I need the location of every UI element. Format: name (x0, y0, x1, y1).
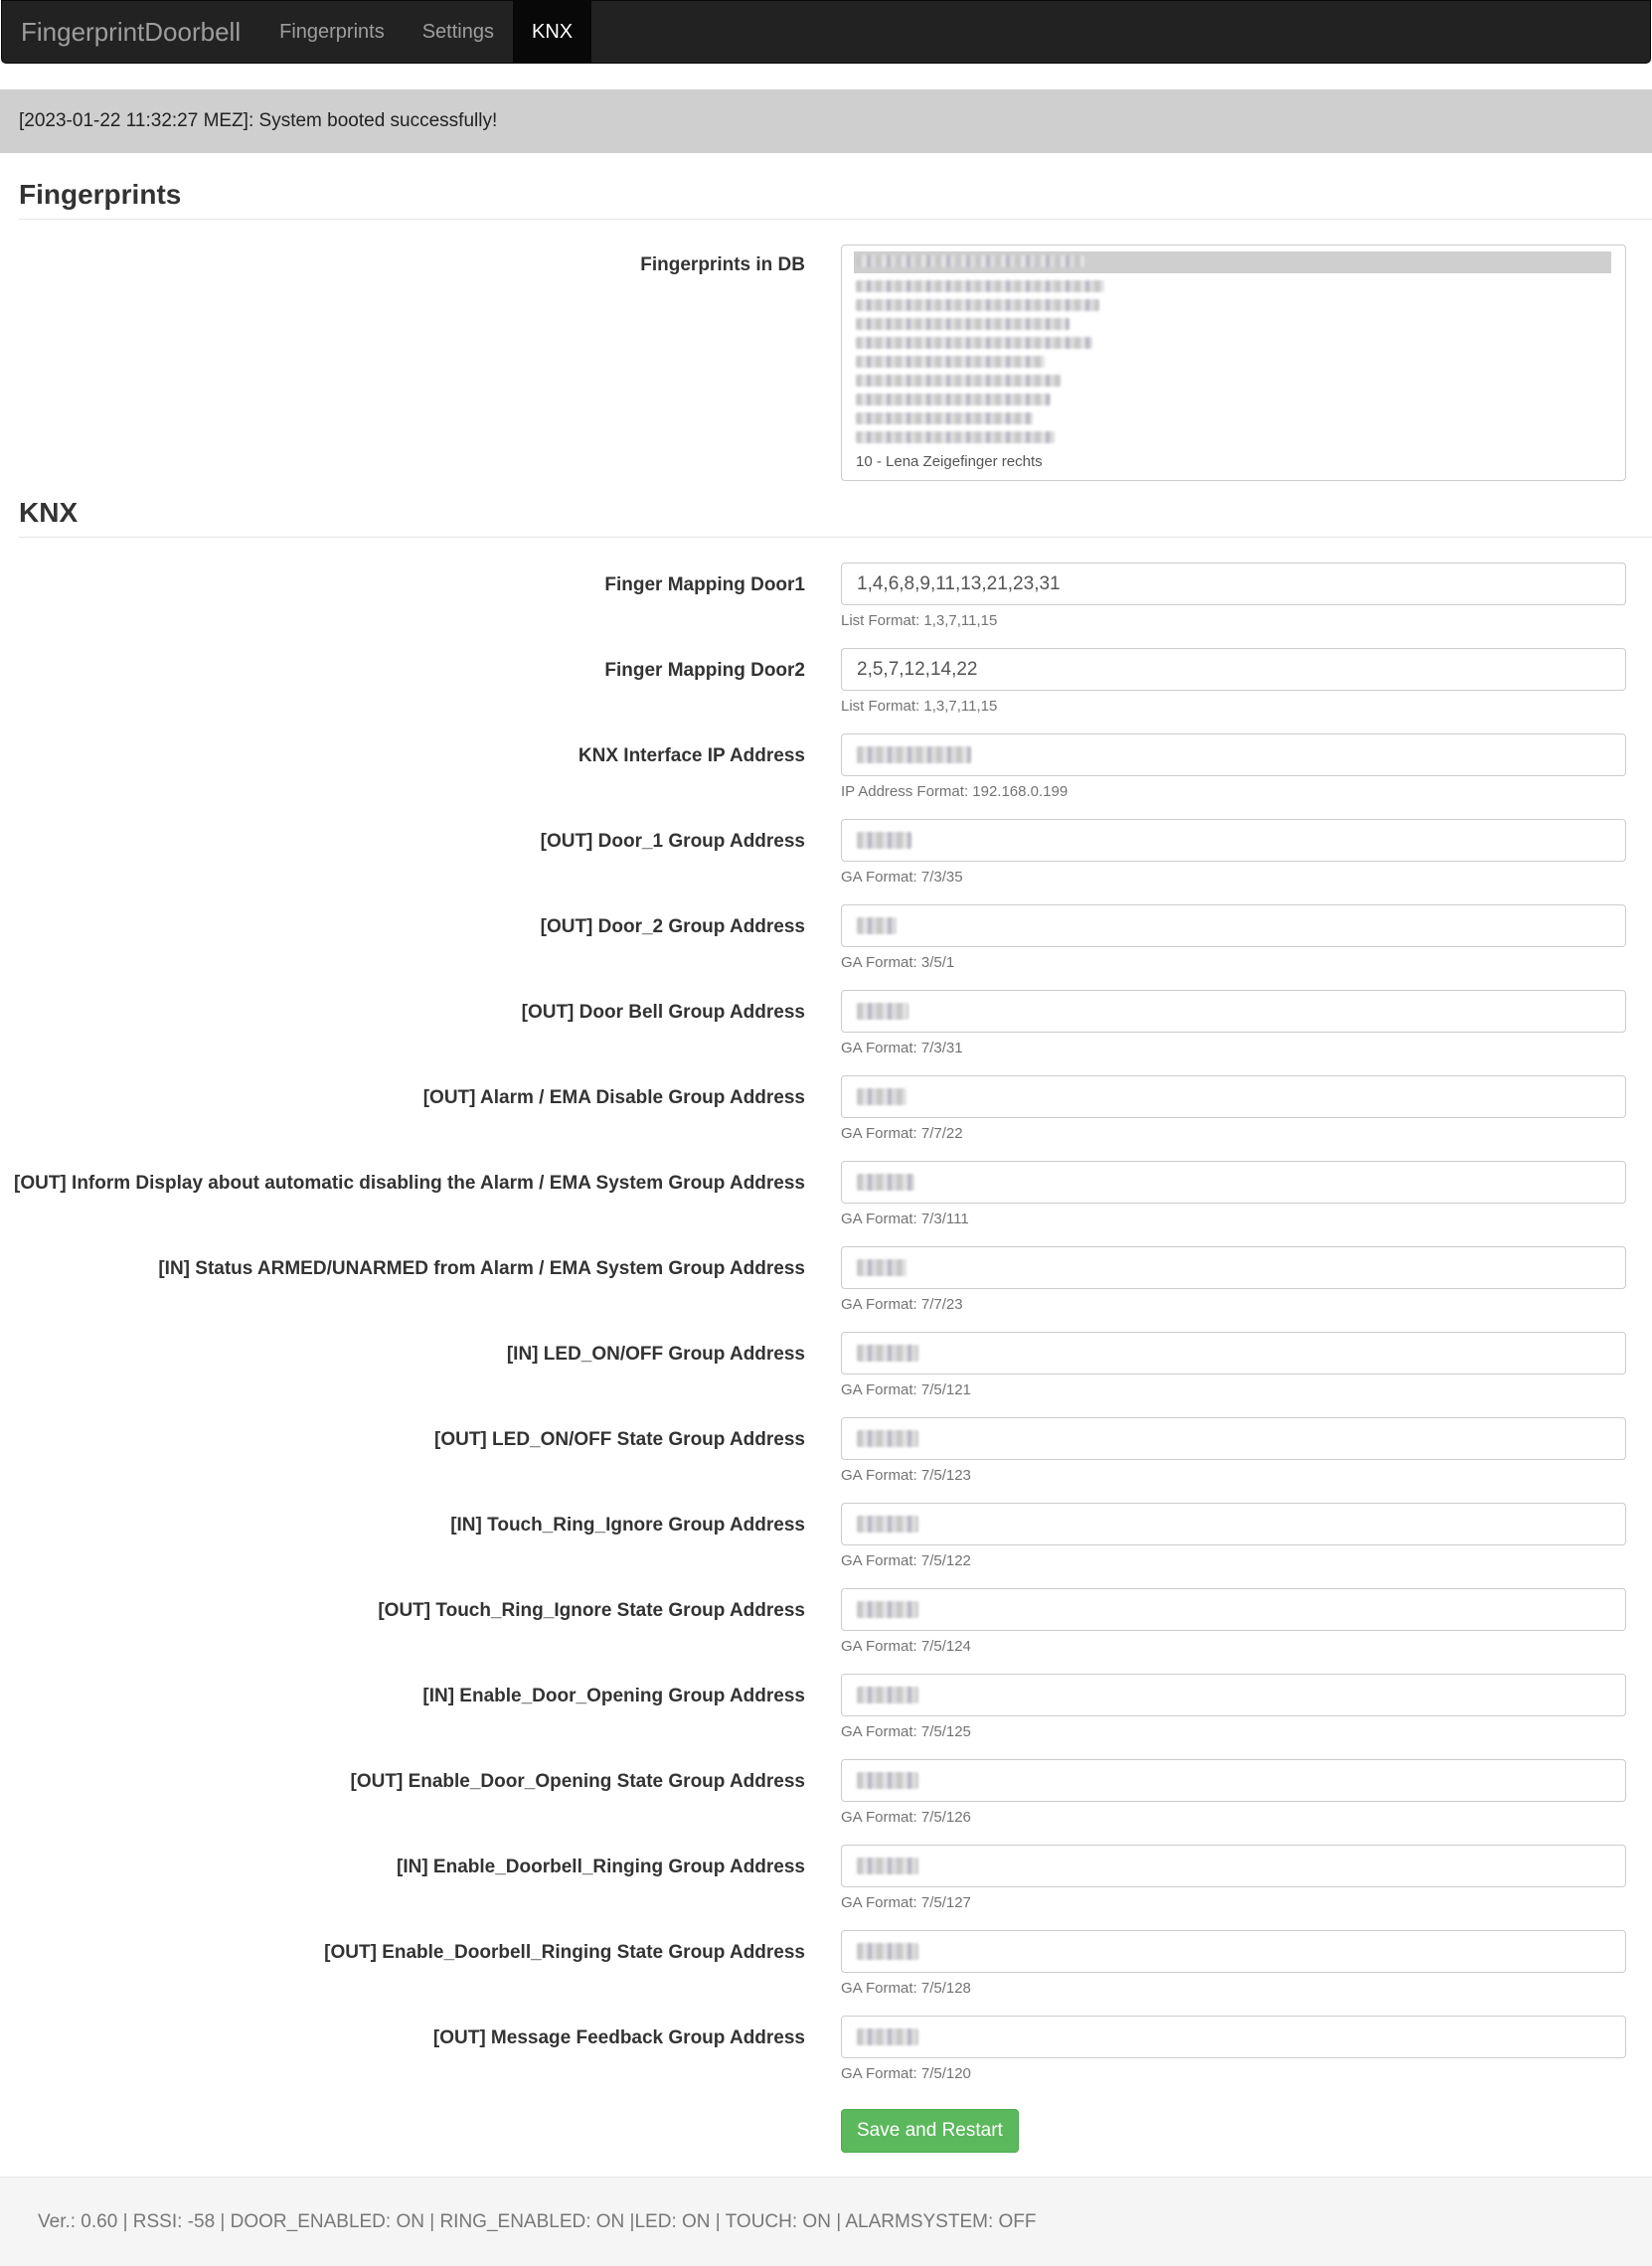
field-help: GA Format: 7/5/122 (841, 1552, 971, 1569)
form-row-finger-mapping-door1 (0, 563, 1652, 648)
field-label: [OUT] Touch_Ring_Ignore State Group Address (378, 1600, 805, 1621)
field-help: GA Format: 7/3/111 (841, 1211, 969, 1227)
form-row-knx-ip (0, 733, 1652, 819)
finger-mapping-door2-input[interactable]: 2,5,7,12,14,22 (841, 648, 1626, 691)
doorbell-ga-input[interactable] (841, 990, 1626, 1033)
list-item[interactable] (854, 251, 1611, 273)
list-item[interactable] (856, 276, 1611, 291)
field-help: GA Format: 7/5/124 (841, 1638, 971, 1655)
field-label: Finger Mapping Door2 (604, 660, 805, 681)
list-item[interactable] (856, 314, 1611, 329)
alarm-disable-ga-input[interactable] (841, 1075, 1626, 1118)
touch-ring-ignore-state-ga-input[interactable] (841, 1588, 1626, 1631)
save-row (0, 2109, 1652, 2153)
field-label: [IN] Status ARMED/UNARMED from Alarm / EMA System Group Address (158, 1258, 805, 1279)
navbar-brand[interactable]: FingerprintDoorbell (21, 16, 242, 47)
field-help: GA Format: 7/5/121 (841, 1381, 971, 1398)
form-row-enable-doorbell-ringing-ga (0, 1845, 1652, 1930)
nav-item-knx[interactable]: KNX (513, 1, 591, 63)
alert-message: [2023-01-22 11:32:27 MEZ]: System booted successfully! (19, 110, 498, 131)
save-and-restart-button[interactable]: Save and Restart (841, 2109, 1019, 2153)
field-help: GA Format: 7/3/31 (841, 1040, 963, 1056)
form-row-led-onoff-state-ga (0, 1417, 1652, 1503)
status-footer (0, 2177, 1652, 2266)
form-row-touch-ring-ignore-ga (0, 1503, 1652, 1588)
door2-ga-input[interactable] (841, 904, 1626, 947)
fingerprints-db-row (0, 244, 1652, 481)
fingerprints-listbox[interactable] (841, 244, 1626, 481)
knx-form (0, 563, 1652, 2101)
field-help: GA Format: 7/5/120 (841, 2065, 971, 2082)
status-alert (0, 89, 1652, 153)
field-help: IP Address Format: 192.168.0.199 (841, 783, 1069, 800)
list-item[interactable] (856, 371, 1611, 386)
field-help: GA Format: 7/5/126 (841, 1809, 971, 1826)
message-feedback-ga-input[interactable] (841, 2016, 1626, 2058)
field-label: [OUT] Door_2 Group Address (540, 916, 805, 937)
field-help: GA Format: 7/5/128 (841, 1980, 971, 1997)
field-label: [OUT] Door_1 Group Address (540, 831, 805, 852)
form-row-status-armed-ga (0, 1246, 1652, 1332)
enable-door-opening-ga-input[interactable] (841, 1674, 1626, 1716)
list-item[interactable] (856, 427, 1611, 442)
form-row-door1-ga (0, 819, 1652, 904)
field-help: GA Format: 7/7/23 (841, 1296, 963, 1313)
field-label: [OUT] LED_ON/OFF State Group Address (434, 1429, 805, 1450)
field-label: [OUT] Message Feedback Group Address (432, 2027, 805, 2048)
form-row-enable-door-opening-ga (0, 1674, 1652, 1759)
form-row-inform-display-ga (0, 1161, 1652, 1246)
form-row-alarm-disable-ga (0, 1075, 1652, 1161)
nav-item-settings[interactable]: Settings (421, 20, 494, 43)
led-onoff-ga-input[interactable] (841, 1332, 1626, 1375)
field-help: GA Format: 7/5/125 (841, 1723, 971, 1740)
field-label: [IN] Touch_Ring_Ignore Group Address (450, 1515, 805, 1536)
list-item-partial[interactable]: 10 - Lena Zeigefinger rechts (856, 453, 1043, 470)
field-help: GA Format: 7/5/127 (841, 1894, 971, 1911)
list-item[interactable] (856, 352, 1611, 367)
form-row-door2-ga (0, 904, 1652, 990)
door1-ga-input[interactable] (841, 819, 1626, 862)
field-help: GA Format: 7/7/22 (841, 1125, 963, 1142)
status-armed-ga-input[interactable] (841, 1246, 1626, 1289)
field-label: [OUT] Inform Display about automatic disabling the Alarm / EMA System Group Address (14, 1173, 805, 1194)
field-label: [OUT] Enable_Door_Opening State Group Address (350, 1771, 805, 1792)
form-row-message-feedback-ga (0, 2016, 1652, 2101)
finger-mapping-door1-input[interactable]: 1,4,6,8,9,11,13,21,23,31 (841, 563, 1626, 605)
field-help: GA Format: 3/5/1 (841, 954, 955, 971)
field-label: [OUT] Alarm / EMA Disable Group Address (422, 1087, 805, 1108)
fingerprints-db-label: Fingerprints in DB (640, 254, 805, 275)
top-navbar (1, 0, 1651, 64)
field-label: Finger Mapping Door1 (604, 574, 805, 595)
form-row-doorbell-ga (0, 990, 1652, 1075)
field-label: [IN] Enable_Door_Opening Group Address (422, 1686, 805, 1706)
inform-display-ga-input[interactable] (841, 1161, 1626, 1204)
form-row-touch-ring-ignore-state-ga (0, 1588, 1652, 1674)
enable-doorbell-ringing-ga-input[interactable] (841, 1845, 1626, 1887)
field-help: GA Format: 7/5/123 (841, 1467, 971, 1484)
knx-ip-input[interactable] (841, 733, 1626, 776)
list-item[interactable] (856, 295, 1611, 310)
led-onoff-state-ga-input[interactable] (841, 1417, 1626, 1460)
list-item[interactable] (856, 408, 1611, 423)
field-label: [OUT] Enable_Doorbell_Ringing State Group Address (324, 1942, 805, 1963)
form-row-enable-doorbell-ringing-state-ga (0, 1930, 1652, 2016)
field-help: List Format: 1,3,7,11,15 (841, 698, 998, 715)
footer-status-text: Ver.: 0.60 | RSSI: -58 | DOOR_ENABLED: ON | RING_ENABLED: ON |LED: ON | TOUCH: ON | ALARMSYSTEM: OFF (38, 2210, 1037, 2232)
section-title-fingerprints: Fingerprints (19, 179, 1652, 220)
form-row-enable-door-opening-state-ga (0, 1759, 1652, 1845)
section-title-knx: KNX (19, 497, 1652, 538)
list-item[interactable] (856, 390, 1611, 405)
enable-door-opening-state-ga-input[interactable] (841, 1759, 1626, 1802)
field-label: [OUT] Door Bell Group Address (521, 1002, 805, 1023)
field-label: [IN] LED_ON/OFF Group Address (506, 1344, 805, 1365)
form-row-finger-mapping-door2 (0, 648, 1652, 733)
field-help: GA Format: 7/3/35 (841, 869, 963, 886)
enable-doorbell-ringing-state-ga-input[interactable] (841, 1930, 1626, 1973)
nav-item-fingerprints[interactable]: Fingerprints (279, 20, 385, 43)
field-help: List Format: 1,3,7,11,15 (841, 612, 998, 629)
form-row-led-onoff-ga (0, 1332, 1652, 1417)
list-item[interactable] (856, 333, 1611, 348)
field-label: [IN] Enable_Doorbell_Ringing Group Address (397, 1857, 805, 1877)
touch-ring-ignore-ga-input[interactable] (841, 1503, 1626, 1545)
field-label: KNX Interface IP Address (578, 745, 805, 766)
